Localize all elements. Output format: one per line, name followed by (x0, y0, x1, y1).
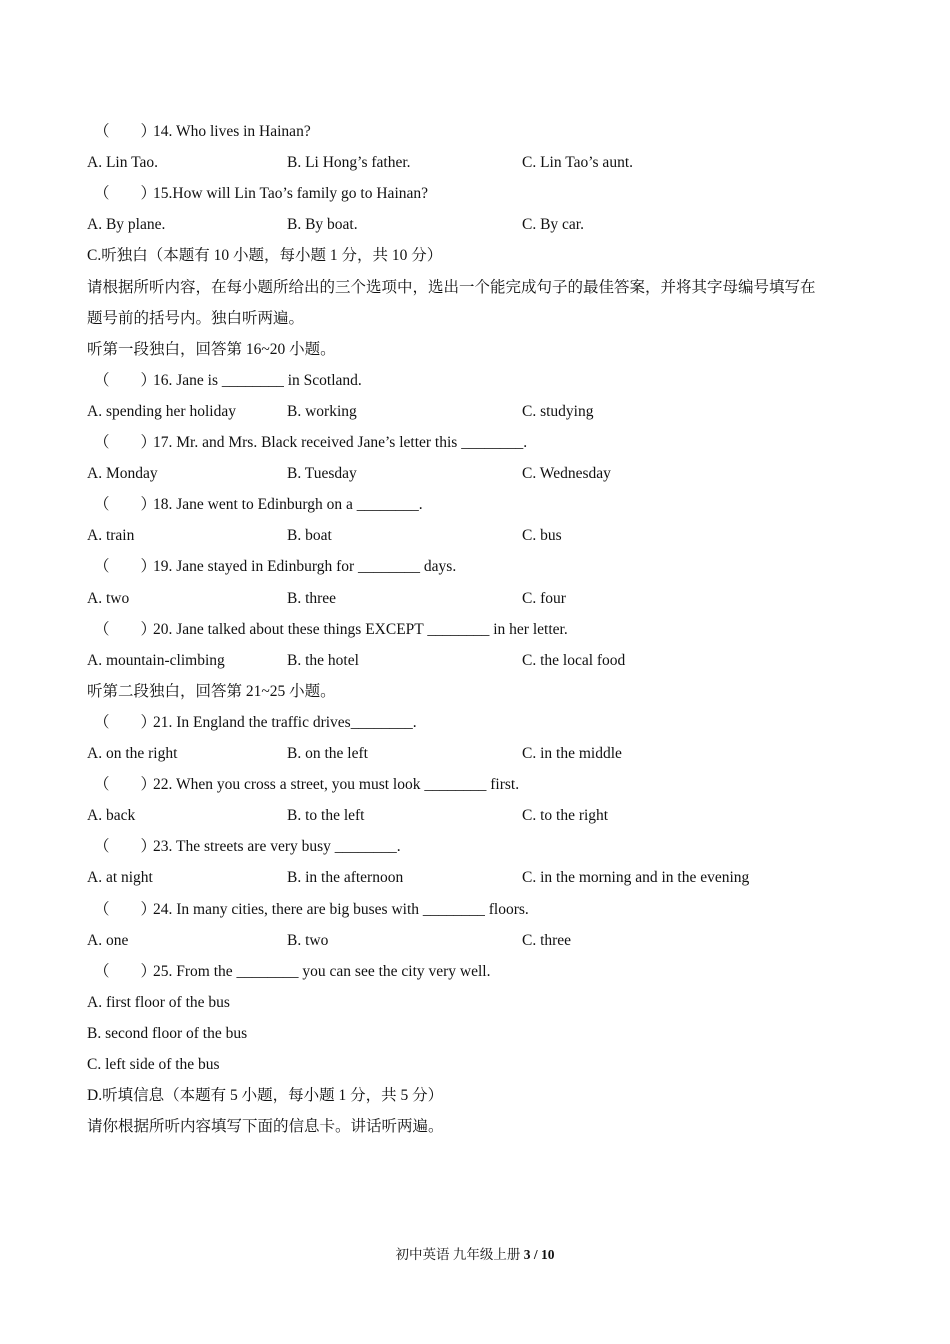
text-line: A. first floor of the bus (87, 993, 230, 1011)
options-row (87, 587, 890, 611)
question-line (87, 618, 890, 642)
option-b: B. Li Hong’s father. (287, 154, 411, 172)
answer-bracket: （ ） (94, 371, 157, 389)
option-a: A. at night (87, 869, 153, 887)
option-a: A. spending her holiday (87, 402, 236, 420)
question-line (87, 835, 890, 859)
options-row (87, 866, 890, 890)
option-c: C. studying (522, 402, 594, 420)
question-text: 18. Jane went to Edinburgh on a ________. (153, 496, 423, 514)
answer-bracket: （ ） (94, 185, 157, 203)
option-c: C. four (522, 589, 566, 607)
option-b: B. By boat. (287, 216, 358, 234)
option-c: C. By car. (522, 216, 584, 234)
question-line (87, 555, 890, 579)
footer-separator: / (533, 1247, 538, 1262)
option-c: C. Wednesday (522, 465, 611, 483)
question-line (87, 182, 890, 206)
question-text: 23. The streets are very busy ________. (153, 838, 401, 856)
option-b: B. Tuesday (287, 465, 357, 483)
question-text: 16. Jane is ________ in Scotland. (153, 371, 362, 389)
options-row (87, 400, 890, 424)
option-a: A. back (87, 807, 136, 825)
options-row (87, 213, 890, 237)
footer-subject: 初中英语 九年级上册 (395, 1247, 521, 1262)
question-line (87, 773, 890, 797)
question-line (87, 493, 890, 517)
text-line: C.听独白（本题有 10 小题，每小题 1 分，共 10 分） (87, 247, 443, 265)
text-line: C. left side of the bus (87, 1056, 220, 1073)
question-line (87, 960, 890, 984)
option-a: A. Monday (87, 465, 158, 483)
answer-bracket: （ ） (94, 620, 157, 638)
answer-bracket: （ ） (94, 838, 157, 856)
option-b: B. in the afternoon (287, 869, 404, 887)
option-b: B. to the left (287, 807, 365, 825)
option-c: C. Lin Tao’s aunt. (522, 154, 633, 172)
question-text: 17. Mr. and Mrs. Black received Jane’s letter this ________. (153, 434, 528, 451)
option-c: C. bus (522, 527, 562, 545)
question-text: 22. When you cross a street, you must look ________ first. (153, 776, 520, 794)
question-text: 19. Jane stayed in Edinburgh for ________ days. (153, 558, 457, 576)
option-b: B. boat (287, 527, 332, 545)
option-c: C. the local food (522, 651, 626, 669)
options-row (87, 462, 890, 486)
answer-bracket: （ ） (94, 900, 157, 918)
answer-bracket: （ ） (94, 776, 157, 794)
answer-bracket: （ ） (94, 434, 157, 451)
question-line (87, 711, 890, 735)
option-b: B. the hotel (287, 651, 359, 669)
text-line: 请根据所听内容，在每小题所给出的三个选项中，选出一个能完成句子的最佳答案，并将其字母编号填写在 (87, 278, 816, 296)
answer-bracket: （ ） (94, 558, 157, 576)
text-line: 听第一段独白，回答第 16~20 小题。 (87, 340, 336, 358)
question-line (87, 898, 890, 922)
question-line (87, 120, 890, 144)
options-row (87, 524, 890, 548)
text-line: B. second floor of the bus (87, 1024, 248, 1042)
options-row (87, 804, 890, 828)
option-a: A. on the right (87, 745, 178, 762)
text-line: 听第二段独白，回答第 21~25 小题。 (87, 682, 336, 700)
option-c: C. in the middle (522, 745, 622, 762)
text-line: 请你根据所听内容填写下面的信息卡。讲话听两遍。 (87, 1118, 444, 1136)
option-a: A. mountain-climbing (87, 651, 225, 669)
answer-bracket: （ ） (94, 123, 157, 140)
options-row (87, 742, 890, 766)
option-b: B. three (287, 589, 337, 607)
answer-bracket: （ ） (94, 962, 157, 980)
answer-bracket: （ ） (94, 713, 157, 731)
option-c: C. in the morning and in the evening (522, 869, 750, 887)
option-a: A. two (87, 589, 130, 607)
text-line: 题号前的括号内。独白听两遍。 (87, 309, 305, 327)
footer-page-number: 3 (523, 1247, 531, 1262)
option-a: A. Lin Tao. (87, 154, 158, 172)
option-b: B. working (287, 402, 357, 420)
page-footer (0, 1243, 950, 1267)
option-a: A. By plane. (87, 216, 166, 234)
option-c: C. three (522, 931, 572, 949)
question-line (87, 431, 890, 455)
option-b: B. on the left (287, 745, 368, 762)
options-row (87, 151, 890, 175)
question-line (87, 369, 890, 393)
question-text: 15.How will Lin Tao’s family go to Hainan? (153, 185, 429, 203)
question-text: 25. From the ________ you can see the city very well. (153, 962, 491, 980)
option-b: B. two (287, 931, 329, 949)
options-row (87, 929, 890, 953)
options-row (87, 649, 890, 673)
question-text: 14. Who lives in Hainan? (153, 123, 311, 140)
question-text: 21. In England the traffic drives________. (153, 713, 417, 731)
answer-bracket: （ ） (94, 496, 157, 514)
question-text: 20. Jane talked about these things EXCEPT ________ in her letter. (153, 620, 568, 638)
question-text: 24. In many cities, there are big buses with ________ floors. (153, 900, 529, 918)
footer-total-pages: 10 (541, 1247, 555, 1262)
option-a: A. one (87, 931, 129, 949)
option-c: C. to the right (522, 807, 609, 825)
text-line: D.听填信息（本题有 5 小题，每小题 1 分，共 5 分） (87, 1087, 444, 1105)
option-a: A. train (87, 527, 135, 545)
